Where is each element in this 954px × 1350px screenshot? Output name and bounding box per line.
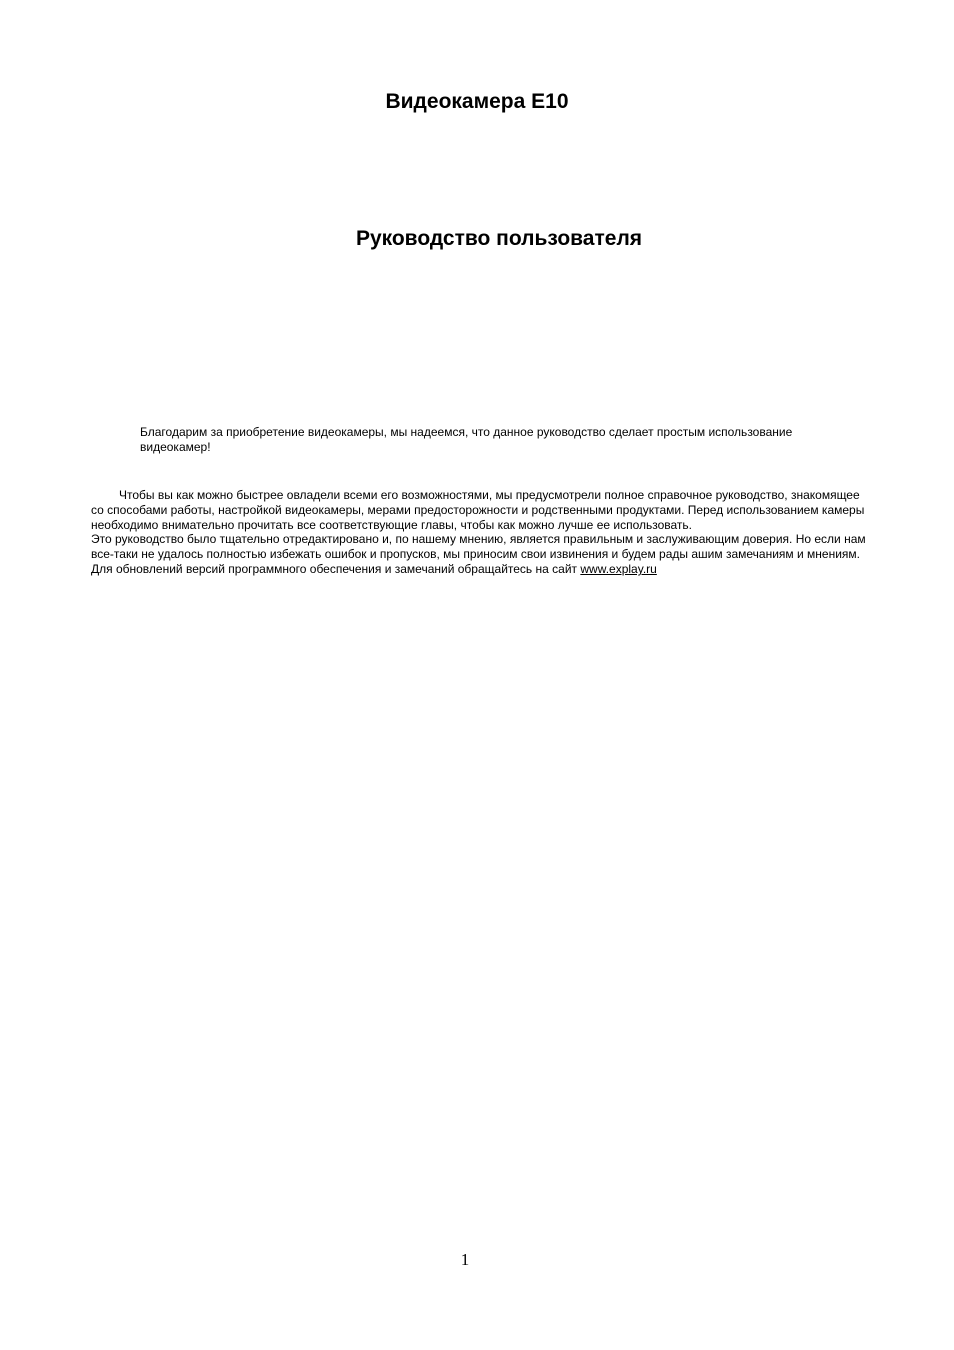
paragraph-overview: Чтобы вы как можно быстрее овладели всеми его возможностями, мы предусмотрели полное справочное руководство, знакомящее со способами работы, настройкой видеокамеры, мерами предосторожности и родственными продуктами. Перед использованием камеры необходимо внимательно прочитать все соответствующие главы, чтобы как можно лучше ее использовать.	[91, 488, 865, 532]
website-link[interactable]: www.explay.ru	[580, 561, 657, 576]
document-subtitle: Руководство пользователя	[355, 227, 643, 250]
page-number: 1	[460, 1250, 470, 1269]
body-text	[91, 488, 871, 577]
document-title: Видеокамера E10	[385, 90, 569, 113]
intro-paragraph: Благодарим за приобретение видеокамеры, мы надеемся, что данное руководство сделает простым использование видеокамер!	[140, 425, 793, 454]
paragraph-disclaimer-text: Это руководство было тщательно отредактировано и, по нашему мнению, является правильным и заслуживающим доверия. Но если нам все-таки не удалось полностью избежать ошибок и пропусков, мы приносим свои извинения и будем рады ашим замечаниям и мнениям. Для обновлений версий программного обеспечения и замечаний обращайтесь на сайт	[91, 532, 866, 576]
paragraph-disclaimer	[91, 532, 871, 576]
